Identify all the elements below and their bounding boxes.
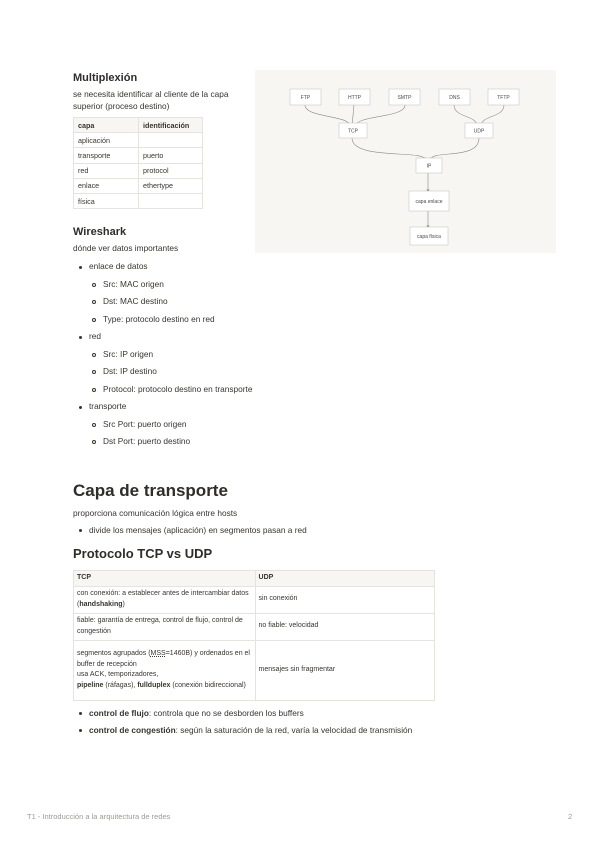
table-cell: ethertype xyxy=(139,178,203,193)
circle-bullet-icon xyxy=(92,353,96,357)
cell-text: ) xyxy=(122,600,125,608)
cell-text: =1460B) y ordenados en el buffer de recepción xyxy=(77,650,250,668)
cell-text: con conexión: a establecer antes de intercambiar datos ( xyxy=(77,590,249,608)
list-item xyxy=(73,258,373,328)
multiplexion-desc: se necesita identificar al cliente de la capa superior (proceso destino) xyxy=(73,89,229,111)
control-list xyxy=(73,705,435,739)
table-cell: fiable: garantía de entrega, control de flujo, control de congestión xyxy=(74,613,256,640)
node-smtp: SMTP xyxy=(397,95,412,101)
sub-list xyxy=(89,346,373,399)
list-item xyxy=(89,276,373,294)
table-cell xyxy=(139,193,203,208)
protocolo-heading: Protocolo TCP vs UDP xyxy=(73,546,213,561)
list-item-label: Src Port: puerto origen xyxy=(103,418,187,429)
table-row xyxy=(74,613,435,640)
table-row xyxy=(74,178,203,193)
cell-text: (conexión bidireccional) xyxy=(170,681,246,689)
capa-transporte-desc: proporciona comunicación lógica entre hosts xyxy=(73,508,238,518)
table-header: TCP xyxy=(74,571,256,587)
list-item-label: Src: MAC origen xyxy=(103,278,164,289)
list-item-label: Dst: MAC destino xyxy=(103,296,168,306)
protocolo-section xyxy=(73,546,435,739)
list-item xyxy=(89,416,373,434)
list-item-label: red xyxy=(89,331,101,341)
node-ftp: FTP xyxy=(300,95,311,101)
table-header-row xyxy=(74,571,435,587)
tcp-udp-table xyxy=(73,570,435,701)
table-header: capa xyxy=(74,118,139,133)
table-cell: física xyxy=(74,193,139,208)
list-item xyxy=(89,381,373,399)
table-cell: protocol xyxy=(139,163,203,178)
bullet-icon xyxy=(79,336,82,339)
table-cell: puerto xyxy=(139,148,203,163)
cell-text: segmentos agrupados ( xyxy=(77,650,151,657)
list-item-label: Type: protocolo destino en red xyxy=(103,313,215,324)
cell-strong: pipeline xyxy=(77,681,104,689)
list-item xyxy=(73,722,435,739)
page-number: 2 xyxy=(568,812,573,821)
list-item-label: divide los mensajes (aplicación) en segmentos pasan a red xyxy=(89,525,307,535)
node-http: HTTP xyxy=(347,95,362,101)
multiplexion-section xyxy=(73,72,248,209)
list-item xyxy=(73,705,435,722)
node-ip: IP xyxy=(426,163,432,170)
node-tftp: TFTP xyxy=(497,95,510,101)
bullet-icon xyxy=(79,266,82,269)
list-item xyxy=(89,346,373,364)
list-item-label: transporte xyxy=(89,401,127,411)
list-item-label: Dst: IP destino xyxy=(103,366,157,376)
table-cell: mensajes sin fragmentar xyxy=(255,640,434,700)
table-header: identificación xyxy=(139,118,203,133)
layer-id-table xyxy=(73,117,203,209)
table-header-row xyxy=(74,118,203,133)
table-row xyxy=(74,586,435,613)
table-row xyxy=(74,193,203,208)
table-row xyxy=(74,163,203,178)
list-item xyxy=(89,433,373,451)
circle-bullet-icon xyxy=(92,318,96,322)
table-cell xyxy=(74,640,256,700)
capa-transporte-heading: Capa de transporte xyxy=(73,481,228,500)
diagram-top-nodes xyxy=(290,89,519,105)
node-udp: UDP xyxy=(473,128,485,135)
list-item-strong: control de flujo xyxy=(89,707,149,718)
bullet-icon xyxy=(79,529,82,532)
mss-term: MSS xyxy=(150,650,166,657)
wireshark-section xyxy=(73,226,373,451)
table-row xyxy=(74,640,435,700)
sub-list xyxy=(89,416,373,451)
table-cell: red xyxy=(74,163,139,178)
circle-bullet-icon xyxy=(92,423,96,427)
table-cell: sin conexión xyxy=(255,586,434,613)
cell-strong: fullduplex xyxy=(137,681,171,689)
list-item-label: Protocol: protocolo destino en transporte xyxy=(103,383,253,394)
list-item-label: enlace de datos xyxy=(89,261,148,271)
node-physical-layer: capa física xyxy=(417,234,441,240)
circle-bullet-icon xyxy=(92,370,96,374)
table-row xyxy=(74,133,203,148)
multiplexion-heading: Multiplexión xyxy=(73,72,138,84)
cell-strong: handshaking xyxy=(79,600,123,608)
circle-bullet-icon xyxy=(92,283,96,287)
cell-line: usa ACK, temporizadores, xyxy=(77,671,159,678)
list-item xyxy=(73,328,373,398)
cell-line xyxy=(77,681,252,692)
sub-list xyxy=(89,276,373,329)
bullet-icon xyxy=(79,712,82,715)
list-item-label: : controla que no se desborden los buffers xyxy=(148,707,304,718)
wireshark-heading: Wireshark xyxy=(73,226,127,238)
circle-bullet-icon xyxy=(92,440,96,444)
circle-bullet-icon xyxy=(92,300,96,304)
node-link-layer: capa enlace xyxy=(415,199,443,205)
node-dns: DNS xyxy=(449,95,460,101)
bullet-icon xyxy=(79,729,82,732)
table-cell: no fiable: velocidad xyxy=(255,613,434,640)
circle-bullet-icon xyxy=(92,388,96,392)
list-item-label: Src: IP origen xyxy=(103,348,154,359)
table-cell: enlace xyxy=(74,178,139,193)
page-footer: T1 - Introducción a la arquitectura de redes xyxy=(27,812,171,821)
table-header: UDP xyxy=(255,571,434,587)
table-cell: transporte xyxy=(74,148,139,163)
list-item-label: : según la saturación de la red, varía la velocidad de transmisión xyxy=(175,724,413,735)
bullet-icon xyxy=(79,406,82,409)
node-tcp: TCP xyxy=(348,128,358,135)
table-cell: aplicación xyxy=(74,133,139,148)
capa-transporte-section xyxy=(73,481,533,538)
cell-line xyxy=(77,649,252,670)
wireshark-list xyxy=(73,258,373,451)
table-cell xyxy=(139,133,203,148)
list-item xyxy=(89,363,373,381)
capa-list xyxy=(73,522,533,538)
list-item xyxy=(89,293,373,311)
wireshark-desc: dónde ver datos importantes xyxy=(73,243,179,253)
list-item-label: Dst Port: puerto destino xyxy=(103,436,191,446)
cell-text: (ráfagas), xyxy=(103,681,138,689)
table-cell xyxy=(74,586,256,613)
list-item xyxy=(73,398,373,451)
list-item xyxy=(73,522,533,538)
table-row xyxy=(74,148,203,163)
list-item xyxy=(89,311,373,329)
list-item-strong: control de congestión xyxy=(89,724,176,735)
